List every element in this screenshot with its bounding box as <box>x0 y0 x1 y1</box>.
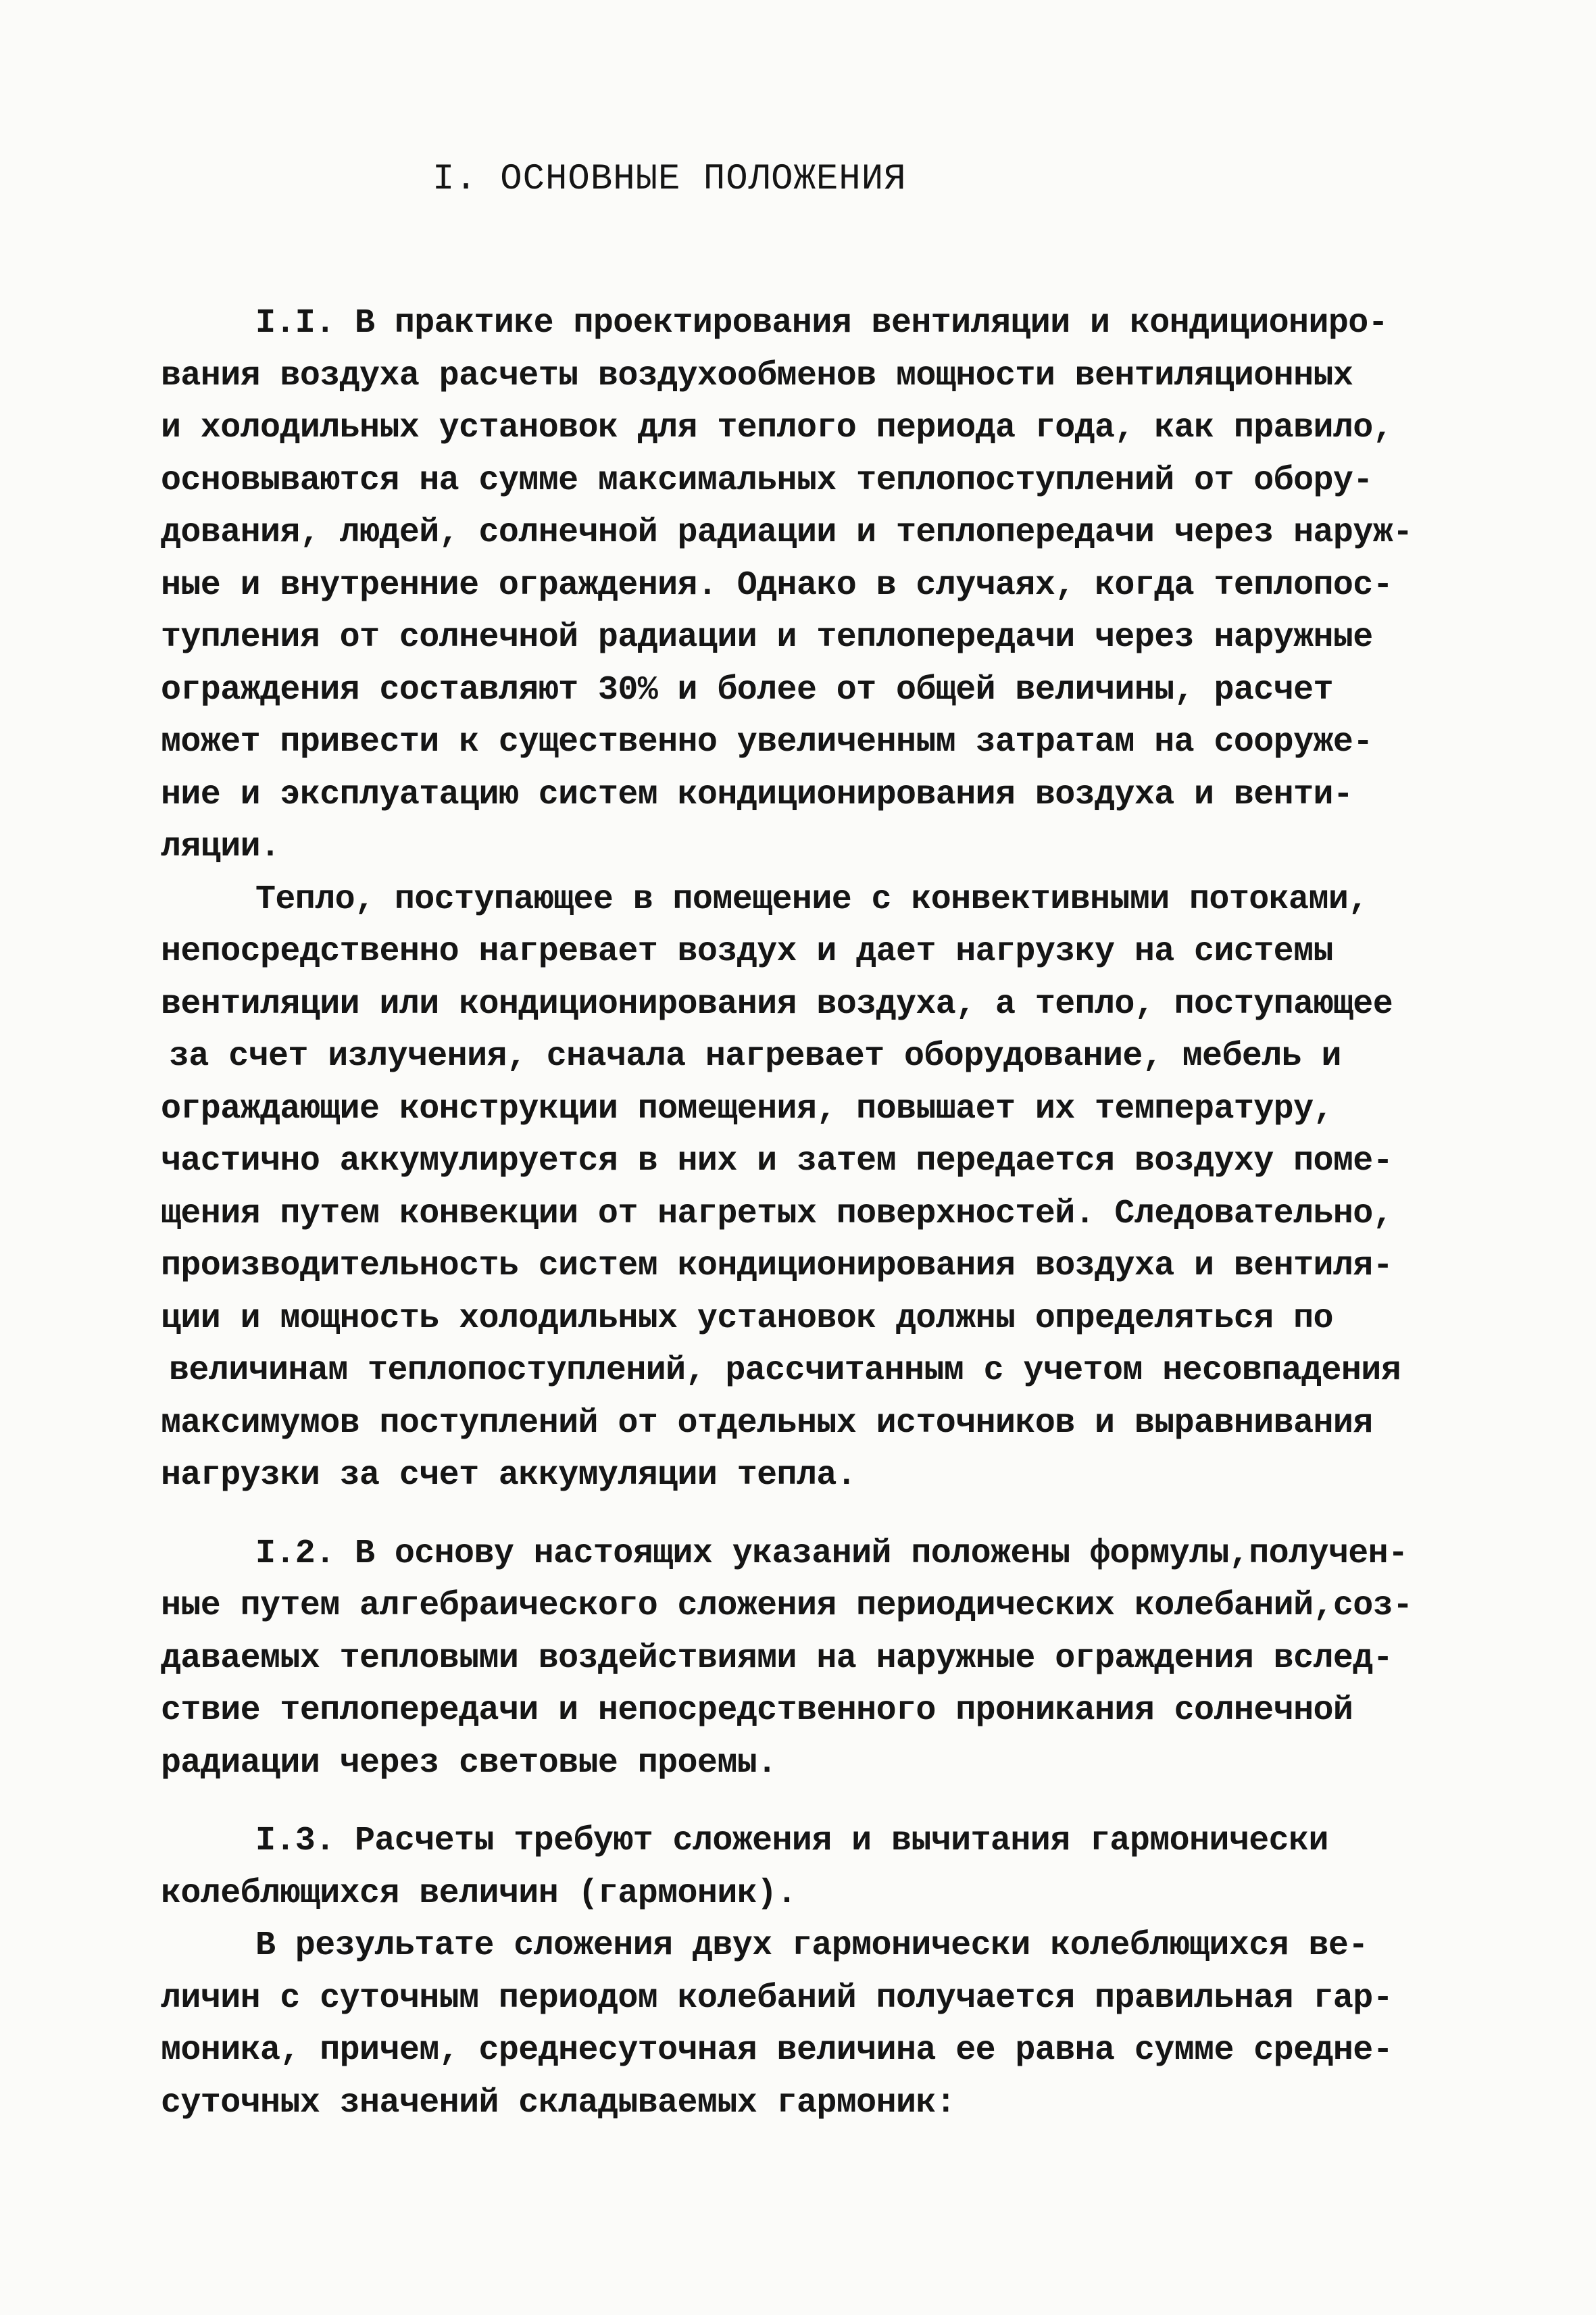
text-line: щения путем конвекции от нагретых поверхностей. Следовательно, <box>161 1194 1393 1233</box>
text-line: личин с суточным периодом колебаний получается правильная гар- <box>161 1978 1393 2018</box>
text-line: за счет излучения, сначала нагревает оборудование, мебель и <box>169 1037 1341 1076</box>
text-line: моника, причем, среднесуточная величина ее равна сумме средне- <box>161 2031 1393 2070</box>
text-line: I.3. Расчеты требуют сложения и вычитания гармонически <box>255 1822 1328 1860</box>
text-line: вания воздуха расчеты воздухообменов мощности вентиляционных <box>161 356 1353 395</box>
text-line: и холодильных установок для теплого периода года, как правило, <box>161 409 1393 447</box>
text-line: ствие теплопередачи и непосредственного проникания солнечной <box>161 1691 1353 1730</box>
text-line: ограждающие конструкции помещения, повышает их температуру, <box>161 1089 1333 1128</box>
document-body <box>161 297 1478 2129</box>
text-line: колеблющихся величин (гармоник). <box>161 1874 797 1913</box>
text-line: ные и внутренние ограждения. Однако в случаях, когда теплопос- <box>161 566 1393 605</box>
paragraph-1-2 <box>161 1528 1478 1790</box>
text-line: Тепло, поступающее в помещение с конвективными потоками, <box>255 880 1368 919</box>
text-line: производительность систем кондиционирования воздуха и вентиля- <box>161 1247 1393 1285</box>
text-line: максимумов поступлений от отдельных источников и выравнивания <box>161 1403 1373 1443</box>
text-line: I.I. В практике проектирования вентиляции и кондициониро- <box>255 304 1389 343</box>
text-line: нагрузки за счет аккумуляции тепла. <box>161 1456 857 1495</box>
paragraph-1-3 <box>161 1815 1478 1920</box>
text-line: непосредственно нагревает воздух и дает нагрузку на системы <box>161 932 1333 971</box>
text-line: дования, людей, солнечной радиации и теплопередачи через наруж- <box>161 514 1413 552</box>
text-line: ции и мощность холодильных установок должны определяться по <box>161 1299 1333 1338</box>
text-line: даваемых тепловыми воздействиями на наружные ограждения вслед- <box>161 1639 1393 1678</box>
text-line: В результате сложения двух гармонически колеблющихся ве- <box>255 1926 1368 1965</box>
text-line: величинам теплопоступлений, рассчитанным с учетом несовпадения <box>169 1351 1401 1390</box>
text-line: вентиляции или кондиционирования воздуха, а тепло, поступающее <box>161 985 1393 1024</box>
text-line: может привести к существенно увеличенным затратам на сооруже- <box>161 723 1373 762</box>
paragraph-heat-transfer <box>161 874 1478 1502</box>
text-line: ляции. <box>161 828 280 866</box>
paragraph-harmonics <box>161 1920 1478 2129</box>
text-line: суточных значений складываемых гармоник: <box>161 2083 956 2122</box>
text-line: частично аккумулируется в них и затем передается воздуху поме- <box>161 1142 1393 1180</box>
text-line: радиации через световые проемы. <box>161 1743 777 1783</box>
text-line: ние и эксплуатацию систем кондиционирования воздуха и венти- <box>161 775 1353 814</box>
text-line: ограждения составляют 30% и более от общей величины, расчет <box>161 670 1333 710</box>
text-line: основываются на сумме максимальных теплопоступлений от обору- <box>161 461 1373 500</box>
text-line: тупления от солнечной радиации и теплопередачи через наружные <box>161 618 1373 657</box>
text-line: ные путем алгебраического сложения периодических колебаний,соз- <box>161 1587 1413 1625</box>
text-line: I.2. В основу настоящих указаний положены формулы,получен- <box>255 1534 1408 1573</box>
paragraph-1-1 <box>161 297 1478 874</box>
section-heading: I. ОСНОВНЫЕ ПОЛОЖЕНИЯ <box>432 159 907 200</box>
